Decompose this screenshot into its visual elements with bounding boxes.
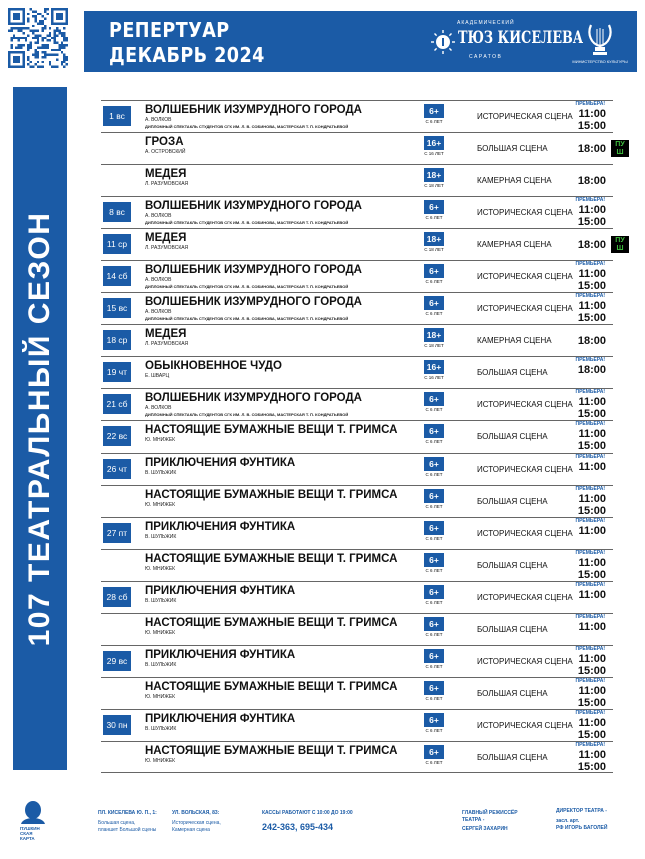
show-time[interactable]: 15:00 [577,408,606,421]
show-time[interactable]: 11:00 [578,300,606,313]
table-row [101,228,625,260]
pushkin-card-badge: ПУ Ш [611,140,629,157]
age-label: С 6 ЛЕТ [425,439,443,445]
row-venue: БОЛЬШАЯ СЦЕНА [477,144,548,154]
age-badge: 6+ [424,200,444,214]
footer [0,800,645,859]
row-title[interactable]: МЕДЕЯ [145,232,187,245]
premiere-label: ПРЕМЬЕРА! [575,517,605,524]
show-time[interactable]: 11:00 [578,556,606,569]
show-time[interactable]: 18:00 [577,335,606,348]
row-venue: БОЛЬШАЯ СЦЕНА [477,432,548,442]
premiere-label: ПРЕМЬЕРА! [575,101,605,107]
pushkin-card-text: ПУШКИН СКАЯ КАРТА [20,826,40,841]
premiere-label: ПРЕМЬЕРА! [575,741,605,748]
show-time[interactable]: 18:00 [577,143,606,156]
table-row [101,292,613,324]
age-badge: 6+ [424,649,444,663]
show-time[interactable]: 18:00 [577,175,606,188]
row-title[interactable]: ПРИКЛЮЧЕНИЯ ФУНТИКА [145,520,296,533]
table-row [101,196,613,228]
table-row [101,645,613,677]
show-time[interactable]: 11:00 [578,460,606,473]
table-row [101,517,613,549]
age-label: С 18 ЛЕТ [424,183,444,189]
row-venue: ИСТОРИЧЕСКАЯ СЦЕНА [477,400,573,410]
director-role: ГЛАВНЫЙ РЕЖИССЁР ТЕАТРА - [462,810,518,823]
row-venue: БОЛЬШАЯ СЦЕНА [477,368,548,378]
row-venue: ИСТОРИЧЕСКАЯ СЦЕНА [477,304,573,314]
age-badge: 6+ [424,745,444,759]
show-time[interactable]: 15:00 [577,568,606,581]
row-author: А. ОСТРОВСКИЙ [145,149,186,156]
address2-title: УЛ. ВОЛЬСКАЯ, 83: [172,810,220,816]
repertoire-table [101,100,625,773]
header-title-line2: ДЕКАБРЬ 2024 [109,43,265,67]
age-label: С 6 ЛЕТ [425,407,443,413]
row-venue: БОЛЬШАЯ СЦЕНА [477,560,548,570]
row-date: 15 вс [103,298,131,318]
row-venue: ИСТОРИЧЕСКАЯ СЦЕНА [477,720,573,730]
sun-emblem-icon [431,30,455,54]
row-note: ДИПЛОМНЫЙ СПЕКТАКЛЬ СТУДЕНТОВ СГК ИМ. Л. В. СОБИНОВА, МАСТЕРСКАЯ Т. П. КОНДРАТЬЕВОЙ [145,284,349,290]
age-label: С 18 ЛЕТ [424,247,444,253]
premiere-label: ПРЕМЬЕРА! [575,389,605,396]
row-author: Е. ШВАРЦ [145,373,170,380]
table-row [101,613,613,645]
table-row [101,420,613,452]
premiere-label: ПРЕМЬЕРА! [575,581,605,588]
row-venue: БОЛЬШАЯ СЦЕНА [477,496,548,506]
age-label: С 16 ЛЕТ [424,375,444,381]
show-time[interactable]: 11:00 [578,652,606,665]
row-author: Ю. МНИЖЕК [145,501,176,508]
age-badge: 16+ [424,360,444,374]
row-date: 1 вс [103,106,131,126]
row-author: В. ШУЛЬЖИК [145,725,177,732]
row-venue: ИСТОРИЧЕСКАЯ СЦЕНА [477,208,573,218]
row-title[interactable]: ВОЛШЕБНИК ИЗУМРУДНОГО ГОРОДА [145,392,362,405]
age-badge: 6+ [424,457,444,471]
age-badge: 6+ [424,617,444,631]
show-time[interactable]: 15:00 [577,664,606,677]
show-time[interactable]: 11:00 [578,620,606,633]
address1-desc: Большая сцена, планшет Большой сцены [98,820,157,833]
row-date: 26 чт [103,459,131,479]
row-venue: ИСТОРИЧЕСКАЯ СЦЕНА [477,528,573,538]
row-author: В. ШУЛЬЖИК [145,661,177,668]
ministry-logo-caption: МИНИСТЕРСТВО КУЛЬТУРЫ [572,59,628,64]
row-author: А. ВОЛКОВ [145,309,172,316]
age-badge: 6+ [424,713,444,727]
row-date: 11 ср [103,234,131,254]
premiere-label: ПРЕМЬЕРА! [575,293,605,300]
row-note: ДИПЛОМНЫЙ СПЕКТАКЛЬ СТУДЕНТОВ СГК ИМ. Л. В. СОБИНОВА, МАСТЕРСКАЯ Т. П. КОНДРАТЬЕВОЙ [145,124,349,129]
age-badge: 6+ [424,585,444,599]
show-time[interactable]: 11:00 [578,524,606,537]
premiere-label: ПРЕМЬЕРА! [575,357,605,364]
address2-desc: Историческая сцена, Камерная сцена [172,820,221,833]
row-venue: ИСТОРИЧЕСКАЯ СЦЕНА [477,464,573,474]
show-time[interactable]: 18:00 [577,239,606,252]
row-note: ДИПЛОМНЫЙ СПЕКТАКЛЬ СТУДЕНТОВ СГК ИМ. Л. В. СОБИНОВА, МАСТЕРСКАЯ Т. П. КОНДРАТЬЕВОЙ [145,316,349,322]
table-row [101,581,613,613]
show-time[interactable]: 15:00 [577,280,606,293]
row-date: 27 пт [103,523,131,543]
age-label: С 6 ЛЕТ [425,663,443,669]
show-time[interactable]: 11:00 [578,588,606,601]
season-sidebar [13,87,67,770]
row-note: ДИПЛОМНЫЙ СПЕКТАКЛЬ СТУДЕНТОВ СГК ИМ. Л. В. СОБИНОВА, МАСТЕРСКАЯ Т. П. КОНДРАТЬЕВОЙ [145,412,349,418]
age-badge: 6+ [424,553,444,567]
table-row [101,164,613,196]
theatre-logo-name: ТЮЗ КИСЕЛЕВА [458,28,584,48]
table-row [101,132,625,164]
pushkin-card-badge: ПУ Ш [611,236,629,253]
row-venue: БОЛЬШАЯ СЦЕНА [477,688,548,698]
row-author: В. ШУЛЬЖИК [145,597,177,604]
qr-code[interactable] [8,8,68,68]
row-venue: БОЛЬШАЯ СЦЕНА [477,752,548,762]
age-badge: 6+ [424,392,444,406]
age-label: С 6 ЛЕТ [425,503,443,509]
premiere-label: ПРЕМЬЕРА! [575,197,605,204]
age-label: С 18 ЛЕТ [424,343,444,349]
row-title[interactable]: ГРОЗА [145,136,184,149]
row-title[interactable]: НАСТОЯЩИЕ БУМАЖНЫЕ ВЕЩИ Т. ГРИМСА [145,488,398,501]
header-banner [84,11,637,72]
row-title[interactable]: ПРИКЛЮЧЕНИЯ ФУНТИКА [145,712,296,725]
age-badge: 6+ [424,424,444,438]
row-title[interactable]: НАСТОЯЩИЕ БУМАЖНЫЕ ВЕЩИ Т. ГРИМСА [145,616,398,629]
box-office-hours: КАССЫ РАБОТАЮТ С 10:00 ДО 19:00 [262,810,353,816]
premiere-label: ПРЕМЬЕРА! [575,261,605,268]
ministry-logo [570,17,630,67]
age-badge: 18+ [424,232,444,246]
show-time[interactable]: 11:00 [578,108,606,120]
row-date: 30 пн [103,715,131,735]
lyre-icon [587,22,613,56]
show-time[interactable]: 11:00 [578,748,606,761]
premiere-label: ПРЕМЬЕРА! [575,613,605,620]
row-venue: ИСТОРИЧЕСКАЯ СЦЕНА [477,592,573,602]
table-row [101,453,613,485]
premiere-label: ПРЕМЬЕРА! [575,485,605,492]
show-time[interactable]: 11:00 [578,428,606,441]
row-date: 29 вс [103,651,131,671]
age-label: С 6 ЛЕТ [425,535,443,541]
age-label: С 6 ЛЕТ [425,471,443,477]
age-badge: 6+ [424,296,444,310]
age-label: С 6 ЛЕТ [425,695,443,701]
age-badge: 6+ [424,521,444,535]
show-time[interactable]: 15:00 [577,440,606,453]
age-label: С 6 ЛЕТ [425,215,443,221]
show-time[interactable]: 15:00 [577,120,606,132]
age-label: С 6 ЛЕТ [425,759,443,765]
premiere-label: ПРЕМЬЕРА! [575,677,605,684]
age-label: С 6 ЛЕТ [425,311,443,317]
row-author: Л. РАЗУМОВСКАЯ [145,181,189,188]
premiere-label: ПРЕМЬЕРА! [575,709,605,716]
address1-title: ПЛ. КИСЕЛЕВА Ю. П., 1: [98,810,157,816]
row-title[interactable]: ПРИКЛЮЧЕНИЯ ФУНТИКА [145,456,296,469]
row-author: В. ШУЛЬЖИК [145,533,177,540]
premiere-label: ПРЕМЬЕРА! [575,421,605,428]
row-title[interactable]: ВОЛШЕБНИК ИЗУМРУДНОГО ГОРОДА [145,296,362,309]
row-title[interactable]: НАСТОЯЩИЕ БУМАЖНЫЕ ВЕЩИ Т. ГРИМСА [145,552,398,565]
pushkin-card-logo [18,800,48,844]
show-time[interactable]: 15:00 [577,504,606,517]
show-time[interactable]: 11:00 [578,716,606,729]
premiere-label: ПРЕМЬЕРА! [575,645,605,652]
row-author: Ю. МНИЖЕК [145,693,176,700]
row-title[interactable]: МЕДЕЯ [145,168,187,181]
row-venue: КАМЕРНАЯ СЦЕНА [477,336,552,346]
season-text: 107 ТЕАТРАЛЬНЫЙ СЕЗОН [23,211,56,646]
theatre-logo-top: АКАДЕМИЧЕСКИЙ [457,20,515,26]
show-time[interactable]: 11:00 [578,268,606,281]
row-author: Ю. МНИЖЕК [145,629,176,636]
table-row [101,356,613,388]
row-venue: КАМЕРНАЯ СЦЕНА [477,176,552,186]
age-badge: 16+ [424,136,444,150]
row-title[interactable]: НАСТОЯЩИЕ БУМАЖНЫЕ ВЕЩИ Т. ГРИМСА [145,680,398,693]
age-badge: 6+ [424,264,444,278]
row-venue: КАМЕРНАЯ СЦЕНА [477,240,552,250]
pushkin-portrait-icon [18,800,48,824]
row-author: Ю. МНИЖЕК [145,757,176,764]
show-time[interactable]: 15:00 [577,216,606,229]
row-author: А. ВОЛКОВ [145,277,172,284]
premiere-label: ПРЕМЬЕРА! [575,549,605,556]
age-badge: 6+ [424,104,444,118]
row-date: 18 ср [103,330,131,350]
box-office-phones[interactable]: 242-363, 695-434 [262,822,334,832]
row-title[interactable]: ОБЫКНОВЕННОЕ ЧУДО [145,360,282,373]
table-row [101,485,613,517]
show-time[interactable]: 11:00 [578,492,606,505]
row-author: Ю. МНИЖЕК [145,565,176,572]
show-time[interactable]: 15:00 [577,696,606,709]
show-time[interactable]: 15:00 [577,312,606,325]
header-title-line1: РЕПЕРТУАР [109,18,230,42]
row-venue: ИСТОРИЧЕСКАЯ СЦЕНА [477,112,573,121]
table-row [101,388,613,420]
table-row [101,741,613,773]
row-author: Ю. МНИЖЕК [145,437,176,444]
row-title[interactable]: ВОЛШЕБНИК ИЗУМРУДНОГО ГОРОДА [145,104,362,116]
show-time[interactable]: 11:00 [578,204,606,217]
row-title[interactable]: МЕДЕЯ [145,328,187,341]
theatre-logo [431,20,584,64]
row-venue: ИСТОРИЧЕСКАЯ СЦЕНА [477,272,573,282]
table-row [101,260,613,292]
row-venue: БОЛЬШАЯ СЦЕНА [477,624,548,634]
table-row [101,677,613,709]
row-date: 21 сб [103,394,131,414]
age-badge: 6+ [424,681,444,695]
row-author: В. ШУЛЬЖИК [145,469,177,476]
table-row [101,709,613,741]
row-date: 19 чт [103,362,131,382]
table-row [101,324,613,356]
row-date: 8 вс [103,202,131,222]
premiere-label: ПРЕМЬЕРА! [575,453,605,460]
row-author: А. ВОЛКОВ [145,213,172,220]
director-name: СЕРГЕЙ ЗАХАРИН [462,826,508,832]
age-label: С 6 ЛЕТ [425,567,443,573]
age-label: С 16 ЛЕТ [424,151,444,157]
row-title[interactable]: НАСТОЯЩИЕ БУМАЖНЫЕ ВЕЩИ Т. ГРИМСА [145,424,398,437]
row-author: А. ВОЛКОВ [145,405,172,412]
row-author: Л. РАЗУМОВСКАЯ [145,341,189,348]
row-date: 22 вс [103,426,131,446]
show-time[interactable]: 18:00 [577,364,606,377]
age-badge: 18+ [424,328,444,342]
table-row [101,549,613,581]
row-title[interactable]: ВОЛШЕБНИК ИЗУМРУДНОГО ГОРОДА [145,264,362,277]
row-title[interactable]: ВОЛШЕБНИК ИЗУМРУДНОГО ГОРОДА [145,200,362,213]
row-title[interactable]: НАСТОЯЩИЕ БУМАЖНЫЕ ВЕЩИ Т. ГРИМСА [145,744,398,757]
show-time[interactable]: 15:00 [577,760,606,773]
manager-name: засл. арт. РФ ИГОРЬ БАГОЛЕЙ [556,818,608,831]
age-label: С 6 ЛЕТ [425,119,443,124]
row-author: А. ВОЛКОВ [145,117,172,123]
show-time[interactable]: 11:00 [578,684,606,697]
row-date: 14 сб [103,266,131,286]
row-venue: ИСТОРИЧЕСКАЯ СЦЕНА [477,656,573,666]
age-label: С 6 ЛЕТ [425,279,443,285]
theatre-logo-city: САРАТОВ [469,54,503,60]
age-badge: 18+ [424,168,444,182]
age-label: С 6 ЛЕТ [425,631,443,637]
row-title[interactable]: ПРИКЛЮЧЕНИЯ ФУНТИКА [145,648,296,661]
age-label: С 6 ЛЕТ [425,599,443,605]
manager-role: ДИРЕКТОР ТЕАТРА - [556,808,607,814]
row-note: ДИПЛОМНЫЙ СПЕКТАКЛЬ СТУДЕНТОВ СГК ИМ. Л. В. СОБИНОВА, МАСТЕРСКАЯ Т. П. КОНДРАТЬЕВОЙ [145,220,349,226]
show-time[interactable]: 11:00 [578,396,606,409]
row-author: Л. РАЗУМОВСКАЯ [145,245,189,252]
age-label: С 6 ЛЕТ [425,727,443,733]
row-date: 28 сб [103,587,131,607]
age-badge: 6+ [424,489,444,503]
row-title[interactable]: ПРИКЛЮЧЕНИЯ ФУНТИКА [145,584,296,597]
table-row [101,100,613,132]
show-time[interactable]: 15:00 [577,728,606,741]
